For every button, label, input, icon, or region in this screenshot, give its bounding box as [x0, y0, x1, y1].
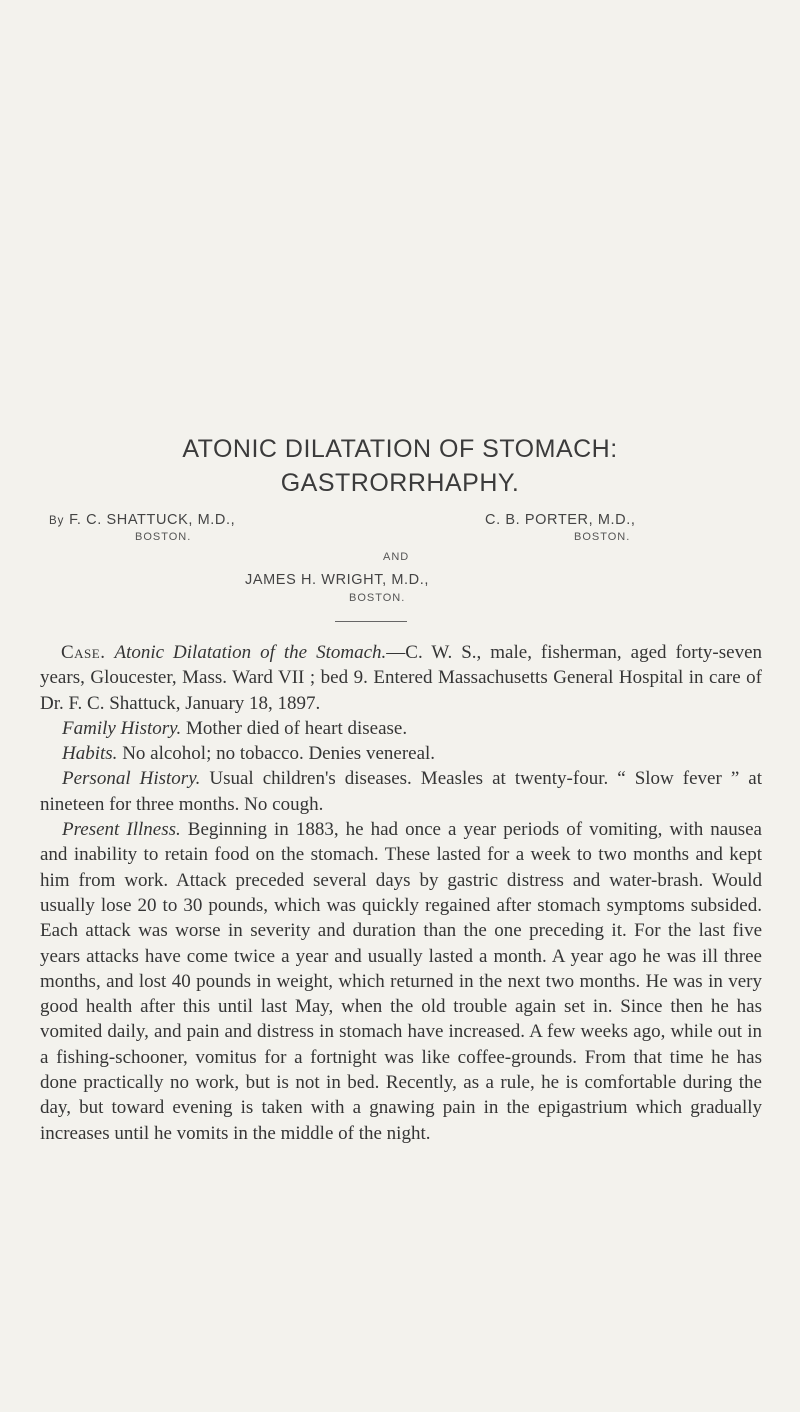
and-conjunction: AND [383, 551, 410, 563]
author-1-name: F. C. SHATTUCK, M.D., [69, 512, 236, 528]
case-text: —C. W. S., male, fisherman, aged forty-seven years, Gloucester, Mass. Ward VII ; bed 9. Entered Massachusetts General Hospital in care of Dr. F. C. Shattuck, January 18, 1897. [40, 642, 762, 714]
author-3-city: BOSTON. [349, 592, 406, 604]
habits-heading: Habits. [62, 743, 118, 765]
article-title-line-2: GASTRORRHAPHY. [280, 469, 520, 497]
present-illness-paragraph [40, 817, 762, 1146]
family-history-paragraph [40, 716, 762, 741]
case-paragraph [40, 640, 762, 716]
section-divider [335, 621, 407, 622]
family-history-text: Mother died of heart disease. [181, 717, 408, 739]
personal-history-text: Usual children's diseases. Measles at twenty-four. “ Slow fever ” at nineteen for three months. No cough. [40, 768, 762, 815]
personal-history-paragraph [40, 766, 762, 817]
habits-text: No alcohol; no tobacco. Denies venereal. [117, 743, 436, 765]
case-heading: Atonic Dilatation of the Stomach. [114, 642, 387, 663]
author-1-city-visible: BOSTON. [135, 531, 192, 543]
present-illness-text: Beginning in 1883, he had once a year periods of vomiting, with nausea and inability to retain food on the stomach. These lasted for a week to two months and kept him from work. Attack preceded several days by gastric distress and water-brash. Would usually lose 20 to 30 pounds, which was quickly regained after stomach symptoms subsided. Each attack was worse in severity and duration than the one preceding it. For the last five years attacks have come twice a year and usually lasted a month. A year ago he was ill three months, and lost 40 pounds in weight, which returned in the next two months. He was in very good health after this until last May, when the old trouble again set in. Since then he has vomited daily, and pain and distress in stomach have increased. A few weeks ago, while out in a fishing-schooner, vomitus for a fortnight was like coffee-grounds. From that time he has done practically no work, but is not in bed. Recently, as a rule, he is comfortable during the day, but toward evening is taken with a gnawing pain in the epigastrium which gradually increases until he vomits in the middle of the night. [40, 819, 762, 1144]
author-2-city: BOSTON. [574, 531, 631, 543]
family-history-heading: Family History. [62, 717, 182, 739]
by-label: By [49, 515, 65, 527]
author-2-name: C. B. PORTER, M.D., [485, 512, 636, 528]
present-illness-heading: Present Illness. [62, 819, 181, 841]
case-label: Case. [61, 642, 106, 663]
case-report-body [40, 640, 762, 1146]
personal-history-heading: Personal History. [62, 768, 201, 790]
article-title-line-1: ATONIC DILATATION OF STOMACH: [182, 435, 618, 463]
author-3-name: JAMES H. WRIGHT, M.D., [245, 572, 429, 588]
author-line-1 [49, 512, 235, 528]
habits-paragraph [40, 741, 762, 766]
